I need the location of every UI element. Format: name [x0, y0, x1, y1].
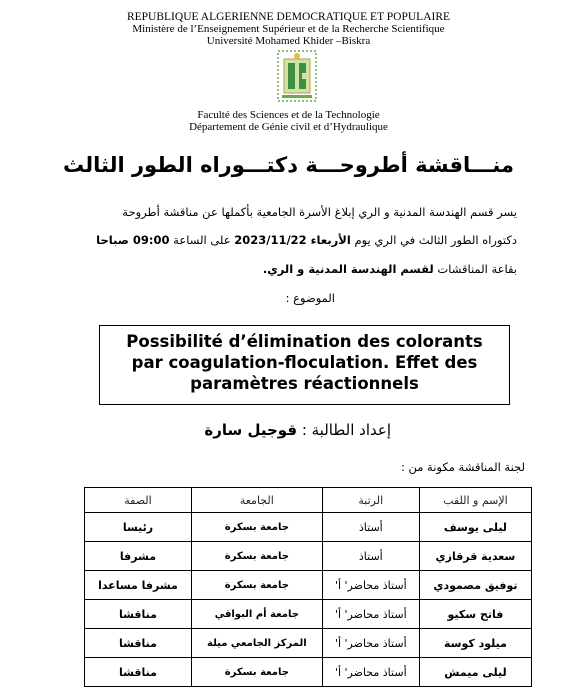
header-name: الإسم و اللقب: [419, 488, 531, 513]
member-university: جامعة بسكرة: [191, 513, 322, 542]
defense-date: الأربعاء 2023/11/22: [234, 233, 351, 247]
thesis-subject: Possibilité d’élimination des colorants par coagulation-floculation. Effet des paramètres réactionnels: [126, 332, 483, 393]
member-rank: أستاذ محاضر' أ': [322, 600, 419, 629]
student-line: [91, 421, 391, 439]
member-rank: أستاذ محاضر' أ': [322, 629, 419, 658]
announcement-time-prefix: على الساعة: [169, 233, 235, 247]
announcement-day-prefix: دكتوراه الطور الثالث في الري يوم: [350, 233, 517, 247]
member-rank: أستاذ: [322, 542, 419, 571]
member-name: توفيق مصمودي: [419, 571, 531, 600]
header-university: الجامعة: [191, 488, 322, 513]
member-university: المركز الجامعي ميلة: [191, 629, 322, 658]
header-role: الصفة: [85, 488, 192, 513]
header-university: Université Mohamed Khider –Biskra: [206, 35, 371, 47]
announcement-line-3: [37, 262, 517, 276]
announcement-line-2: [37, 233, 517, 247]
student-name: قوجيل سارة: [204, 421, 298, 439]
member-university: جامعة أم البواقي: [191, 600, 322, 629]
faculty-name: Faculté des Sciences et de la Technologie: [197, 109, 380, 121]
announcement-line-1: يسر قسم الهندسة المدنية و الري إبلاغ الأسرة الجامعية بأكملها عن مناقشة أطروحة: [122, 205, 517, 219]
header-ministry: Ministère de l’Enseignement Supérieur et de la Recherche Scientifique: [132, 23, 445, 35]
department-name: Département de Génie civil et d’Hydraulique: [189, 121, 388, 133]
member-rank: أستاذ: [322, 513, 419, 542]
member-role: مشرفا: [85, 542, 192, 571]
table-row: [85, 600, 532, 629]
subject-box: [99, 325, 510, 405]
member-rank: أستاذ محاضر' أ': [322, 571, 419, 600]
jury-intro: لجنة المناقشة مكونة من :: [400, 460, 525, 474]
defense-time: 09:00 صباحا: [96, 233, 170, 247]
venue-name: لقسم الهندسة المدنية و الري.: [262, 262, 434, 276]
member-university: جامعة بسكرة: [191, 658, 322, 687]
jury-header-row: [85, 488, 532, 513]
member-rank: أستاذ محاضر' أ': [322, 658, 419, 687]
university-logo: [274, 49, 320, 103]
header-republic: REPUBLIQUE ALGERIENNE DEMOCRATIQUE ET POPULAIRE: [126, 11, 451, 23]
member-university: جامعة بسكرة: [191, 542, 322, 571]
jury-table: [84, 487, 532, 687]
table-row: [85, 513, 532, 542]
page-title: منـــاقشة أطروحـــة دكتـــوراه الطور الثالث: [63, 153, 514, 177]
table-row: [85, 658, 532, 687]
venue-prefix: بقاعة المناقشات: [433, 262, 517, 276]
member-name: سعدية قرقازي: [419, 542, 531, 571]
table-row: [85, 571, 532, 600]
member-name: ميلود كوسة: [419, 629, 531, 658]
member-role: رئيسا: [85, 513, 192, 542]
member-role: مناقشا: [85, 658, 192, 687]
member-role: مناقشا: [85, 629, 192, 658]
member-university: جامعة بسكرة: [191, 571, 322, 600]
member-name: ليلى ميمش: [419, 658, 531, 687]
table-row: [85, 629, 532, 658]
table-row: [85, 542, 532, 571]
member-name: ليلى يوسف: [419, 513, 531, 542]
member-role: مشرفا مساعدا: [85, 571, 192, 600]
member-role: مناقشا: [85, 600, 192, 629]
student-label: إعداد الطالبة :: [297, 421, 391, 439]
subject-label: الموضوع :: [285, 291, 335, 305]
member-name: فاتح سكيو: [419, 600, 531, 629]
header-rank: الرتبة: [322, 488, 419, 513]
